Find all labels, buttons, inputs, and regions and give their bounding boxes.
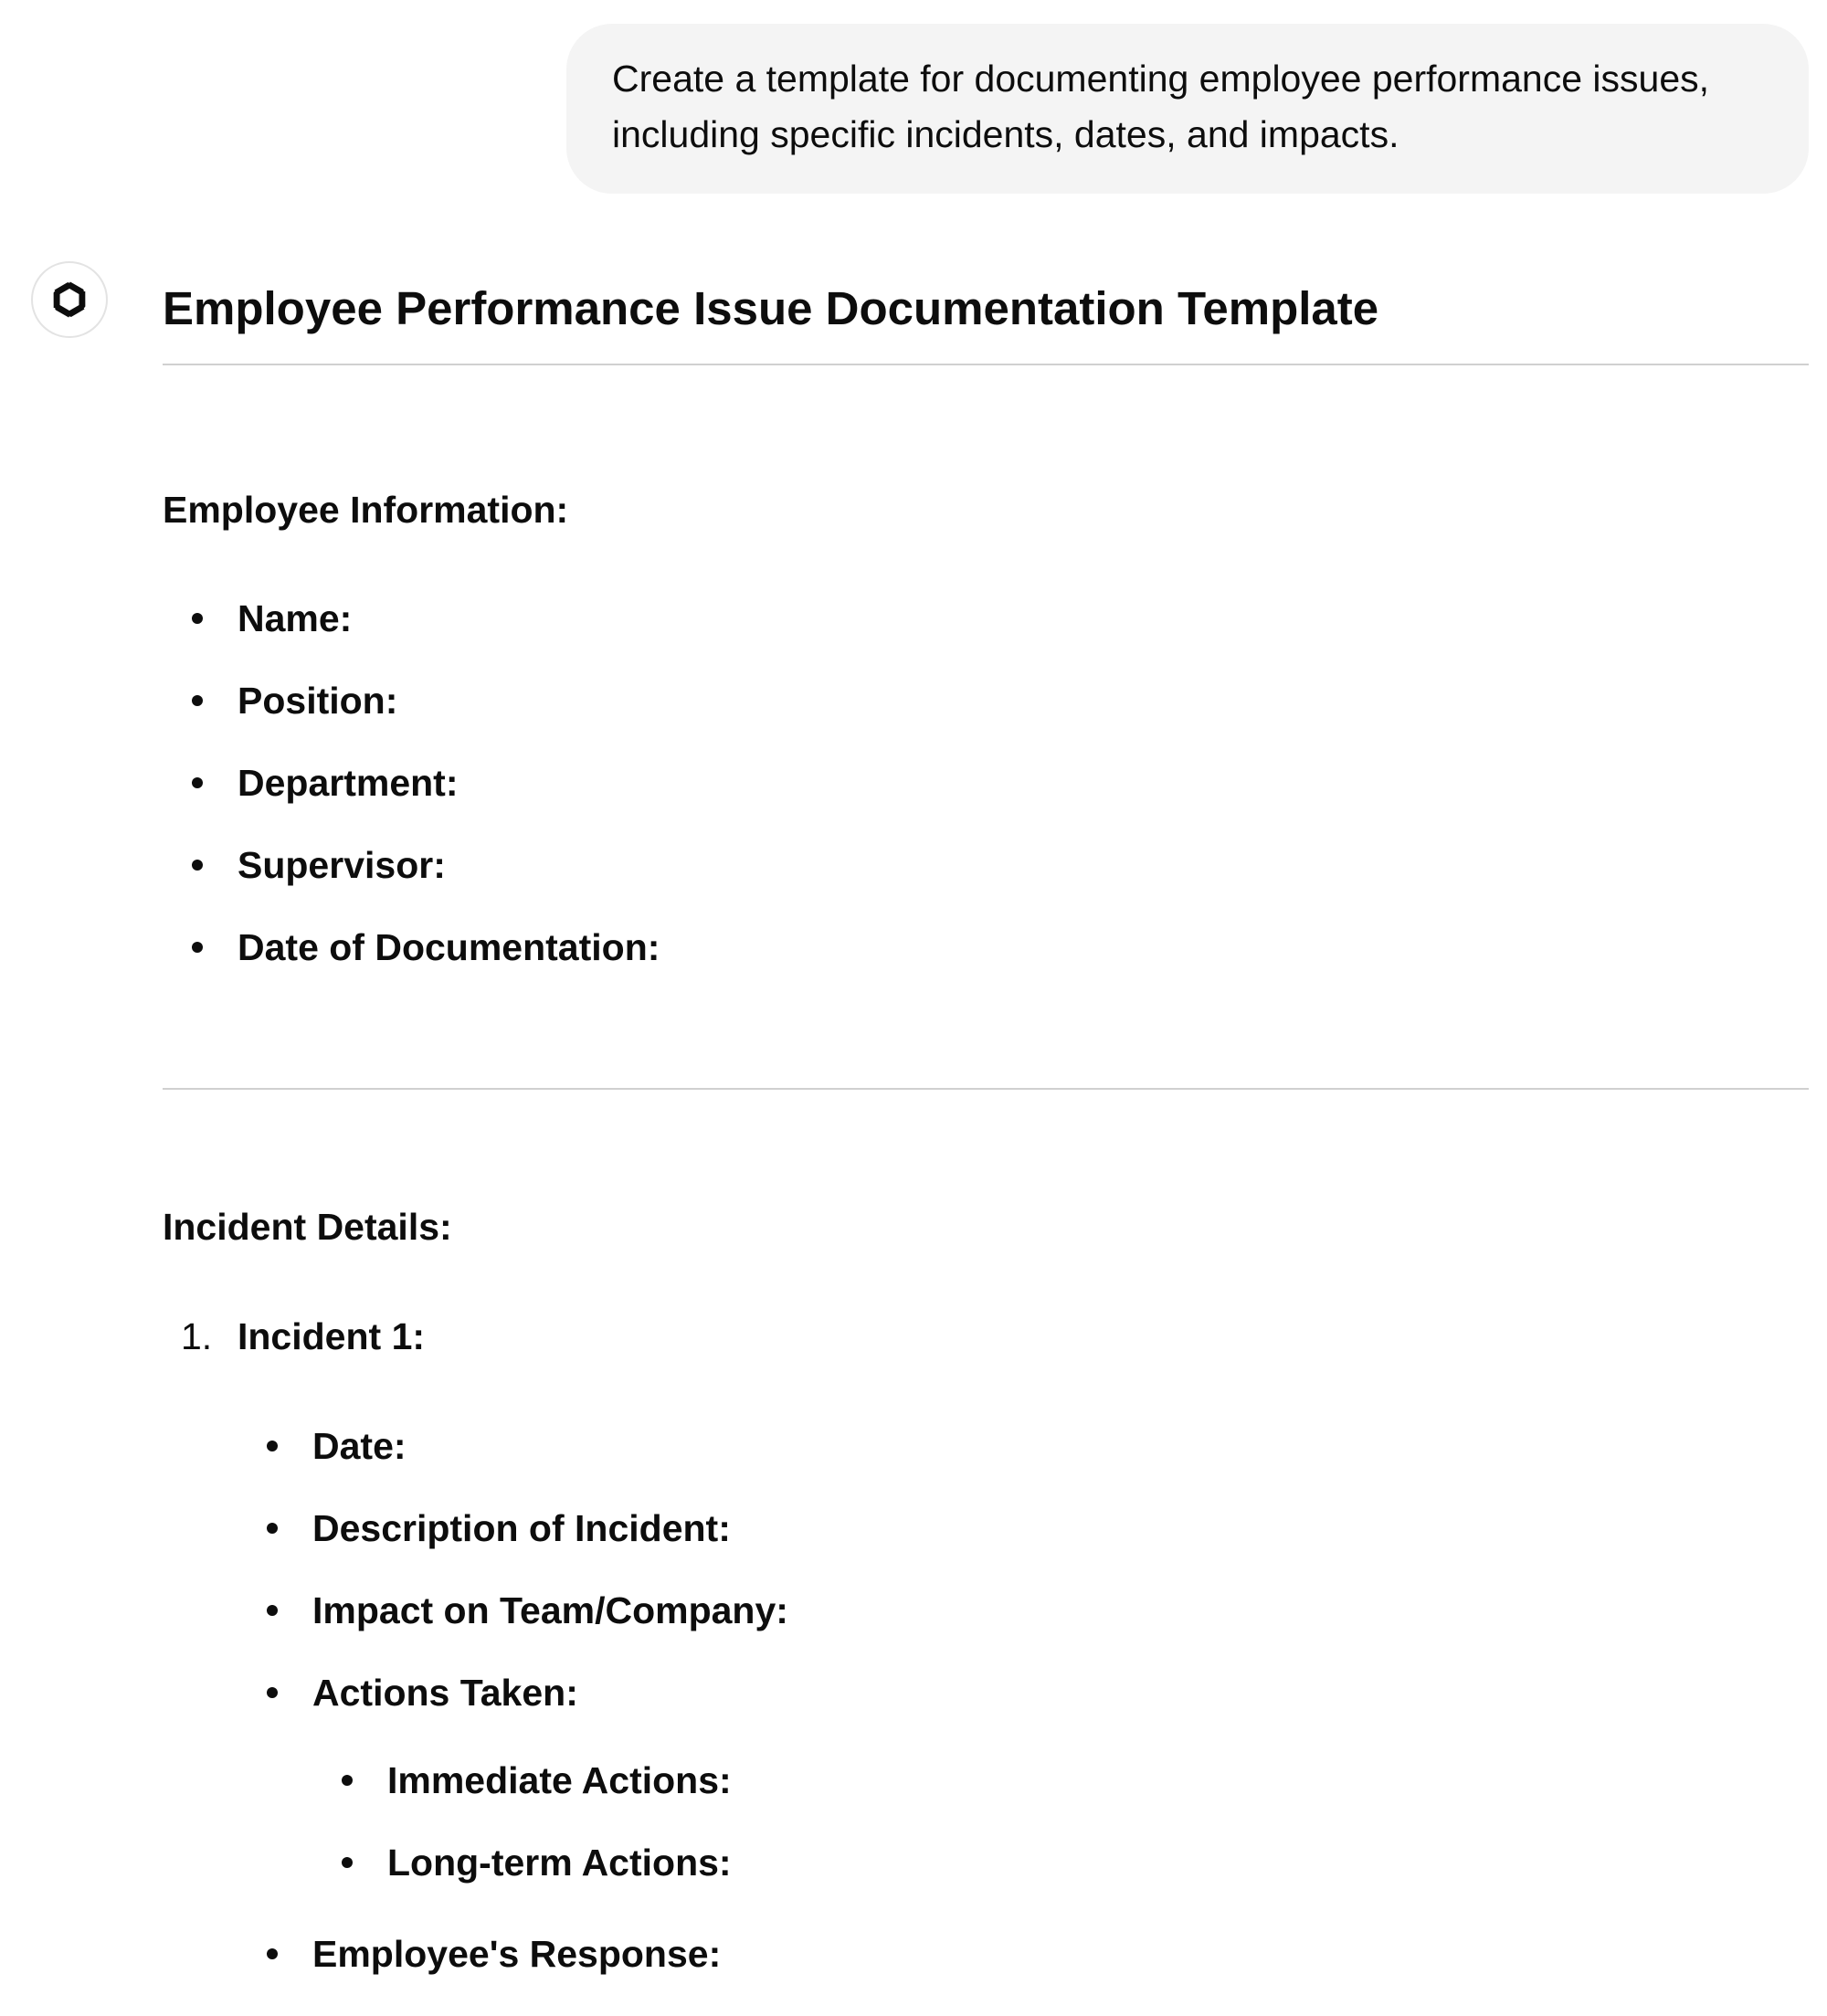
list-item (163, 839, 1809, 891)
incident-list (163, 1311, 1809, 1362)
list-item-label: Supervisor: (238, 844, 446, 886)
field-employee-response: Employee's Response: (312, 1933, 722, 1975)
response-title: Employee Performance Issue Documentation Template (163, 282, 1379, 334)
user-message-bubble (566, 24, 1809, 194)
list-item-label: Position: (238, 680, 398, 722)
list-item (163, 1420, 1809, 1472)
bullet (267, 1605, 278, 1616)
title-divider (163, 364, 1809, 365)
employee-info-list (163, 593, 1809, 973)
incident-label: Incident 1: (238, 1315, 426, 1357)
list-item-label: Department: (238, 762, 459, 804)
list-item (163, 1585, 1809, 1636)
assistant-response (163, 274, 1809, 1979)
bullet (192, 942, 203, 953)
list-item (163, 593, 1809, 644)
bullet (192, 695, 203, 706)
bullet (192, 777, 203, 788)
field-immediate-actions: Immediate Actions: (387, 1759, 732, 1801)
bullet (267, 1441, 278, 1451)
list-item (163, 922, 1809, 973)
incident-item (163, 1311, 1809, 1362)
bullet (192, 860, 203, 871)
bullet (342, 1775, 353, 1786)
list-item-label: Name: (238, 597, 353, 639)
bullet (267, 1523, 278, 1534)
bullet (267, 1948, 278, 1959)
field-date: Date: (312, 1425, 407, 1467)
incident-fields-list (163, 1420, 1809, 1979)
field-impact: Impact on Team/Company: (312, 1589, 788, 1631)
list-item (163, 1928, 1809, 1979)
field-actions: Actions Taken: (312, 1672, 578, 1714)
bullet (342, 1857, 353, 1868)
list-item (163, 1667, 1809, 1718)
bullet (192, 613, 203, 624)
list-item (163, 1503, 1809, 1554)
field-long-term-actions: Long-term Actions: (387, 1842, 732, 1884)
list-item (163, 757, 1809, 808)
list-item (163, 1755, 1809, 1806)
section-divider (163, 1088, 1809, 1090)
field-description: Description of Incident: (312, 1507, 731, 1549)
list-item (163, 1837, 1809, 1888)
bullet (267, 1687, 278, 1698)
incident-number: 1. (181, 1315, 213, 1357)
employee-info-heading: Employee Information: (163, 489, 569, 531)
user-message-line-1: Create a template for documenting employee performance issues, (612, 58, 1710, 100)
openai-logo-icon (48, 278, 91, 322)
assistant-avatar (31, 261, 108, 338)
user-message-line-2: including specific incidents, dates, and impacts. (612, 113, 1399, 155)
list-item-label: Date of Documentation: (238, 926, 660, 968)
list-item (163, 675, 1809, 726)
incident-details-heading: Incident Details: (163, 1206, 452, 1248)
